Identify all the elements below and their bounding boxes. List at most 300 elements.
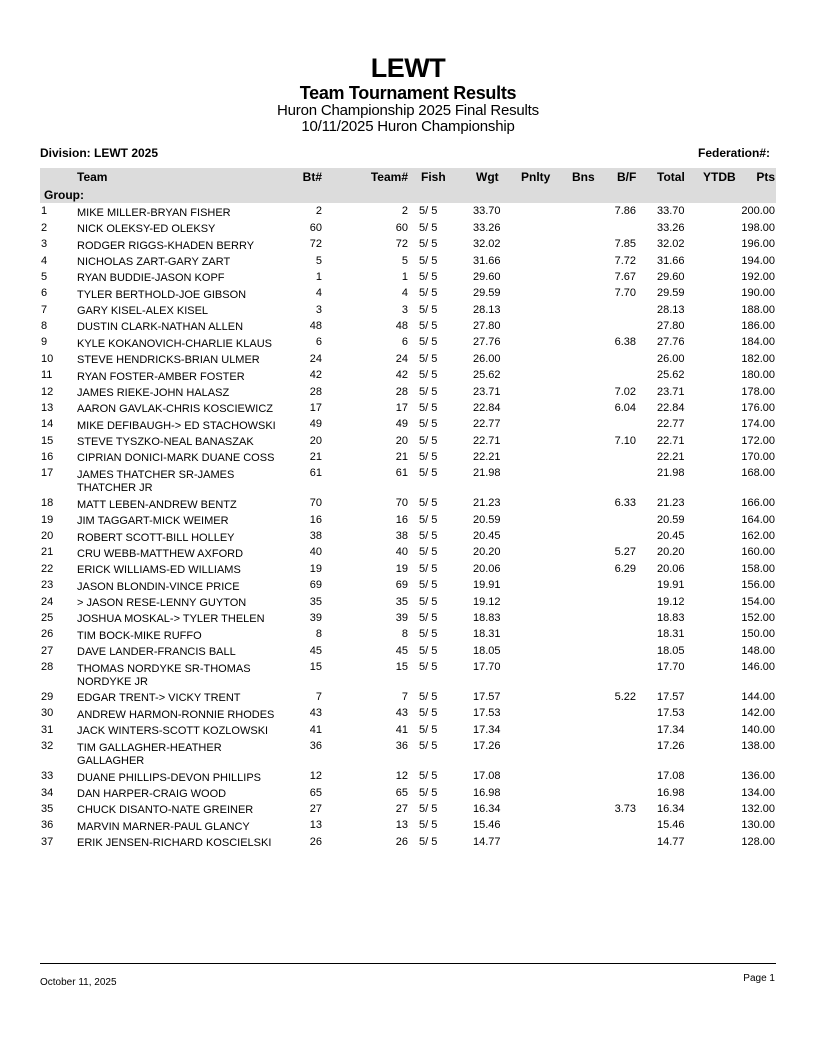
table-row [0,818,816,834]
cell-team-number: 43 [395,707,408,720]
cell-weight: 33.70 [473,205,501,218]
cell-team-name: CIPRIAN DONICI-MARK DUANE COSS [77,452,275,465]
cell-place: 8 [41,320,48,333]
table-row [0,351,816,367]
cell-points: 176.00 [741,401,775,414]
cell-points: 164.00 [741,513,775,526]
table-row [0,611,816,627]
table-row [0,643,816,659]
cell-points: 186.00 [741,320,775,333]
cell-big-fish: 6.29 [614,562,636,575]
cell-place: 9 [41,336,48,349]
cell-weight: 16.98 [473,786,501,799]
cell-total: 21.98 [657,467,685,480]
cell-points: 194.00 [741,254,775,267]
cell-team-name: JACK WINTERS-SCOTT KOZLOWSKI [77,725,269,738]
cell-weight: 18.31 [473,628,501,641]
cell-total: 16.98 [657,786,685,799]
cell-boat-number: 17 [309,401,322,414]
col-header-team-no: Team# [370,170,408,184]
cell-big-fish: 7.72 [614,254,636,267]
cell-weight: 16.34 [473,802,501,815]
cell-points: 130.00 [741,819,775,832]
cell-fish: 5/ 5 [419,611,438,624]
cell-total: 22.77 [657,418,685,431]
cell-boat-number: 27 [309,802,322,815]
cell-boat-number: 12 [309,770,322,783]
table-row [0,722,816,738]
col-header-pnlty: Pnlty [521,170,551,184]
cell-points: 138.00 [741,740,775,753]
cell-total: 17.70 [657,661,685,674]
cell-fish: 5/ 5 [419,691,438,704]
cell-place: 33 [41,770,54,783]
cell-weight: 22.71 [473,434,501,447]
cell-place: 15 [41,434,54,447]
cell-team-name: NICHOLAS ZART-GARY ZART [77,255,231,268]
cell-boat-number: 2 [315,205,322,218]
cell-team-name: DUANE PHILLIPS-DEVON PHILLIPS [77,771,262,784]
cell-total: 28.13 [657,303,685,316]
cell-team-name: MATT LEBEN-ANDREW BENTZ [77,498,237,511]
cell-team-number: 72 [395,238,408,251]
cell-team-name: ERICK WILLIAMS-ED WILLIAMS [77,564,241,577]
cell-weight: 23.71 [473,385,501,398]
cell-boat-number: 13 [309,819,322,832]
cell-place: 32 [41,740,54,753]
cell-team-name: TIM GALLAGHER-HEATHER GALLAGHER [77,741,222,768]
cell-points: 148.00 [741,644,775,657]
cell-total: 33.26 [657,221,685,234]
cell-place: 11 [41,369,53,382]
cell-team-name: STEVE TYSZKO-NEAL BANASZAK [77,436,254,449]
table-row [0,220,816,236]
table-row [0,302,816,318]
table-row [0,335,816,351]
cell-place: 5 [41,270,48,283]
cell-points: 162.00 [741,530,775,543]
col-header-wgt: Wgt [476,170,499,184]
cell-fish: 5/ 5 [419,707,438,720]
cell-team-number: 39 [395,611,408,624]
table-row [0,660,816,690]
table-row [0,529,816,545]
cell-place: 34 [41,786,54,799]
cell-points: 196.00 [741,238,775,251]
cell-team-number: 19 [395,562,408,575]
cell-total: 18.83 [657,611,685,624]
cell-place: 28 [41,661,54,674]
footer-divider [40,963,776,964]
cell-points: 146.00 [741,661,775,674]
cell-fish: 5/ 5 [419,254,438,267]
cell-fish: 5/ 5 [419,835,438,848]
cell-weight: 20.06 [473,562,501,575]
cell-fish: 5/ 5 [419,740,438,753]
cell-weight: 19.12 [473,595,501,608]
cell-team-name: THOMAS NORDYKE SR-THOMAS NORDYKE JR [77,662,251,689]
cell-fish: 5/ 5 [419,628,438,641]
cell-team-number: 4 [401,287,408,300]
cell-team-number: 12 [395,770,408,783]
cell-boat-number: 48 [309,320,322,333]
cell-points: 178.00 [741,385,775,398]
cell-total: 20.59 [657,513,685,526]
cell-boat-number: 69 [309,579,322,592]
cell-points: 134.00 [741,786,775,799]
cell-weight: 17.53 [473,707,501,720]
cell-place: 23 [41,579,54,592]
cell-boat-number: 42 [309,369,322,382]
cell-team-number: 70 [395,497,408,510]
cell-points: 180.00 [741,369,775,382]
cell-fish: 5/ 5 [419,287,438,300]
cell-boat-number: 7 [315,691,322,704]
cell-weight: 20.20 [473,546,501,559]
cell-total: 22.71 [657,434,685,447]
cell-total: 17.53 [657,707,685,720]
cell-weight: 17.57 [473,691,501,704]
cell-total: 16.34 [657,802,685,815]
cell-team-name: TIM BOCK-MIKE RUFFO [77,629,202,642]
cell-points: 144.00 [741,691,775,704]
cell-fish: 5/ 5 [419,451,438,464]
cell-team-number: 61 [395,467,408,480]
table-row [0,368,816,384]
cell-weight: 20.59 [473,513,501,526]
cell-team-name: RODGER RIGGS-KHADEN BERRY [77,239,255,252]
table-row [0,561,816,577]
cell-weight: 17.26 [473,740,501,753]
division-label: Division: LEWT 2025 [40,146,159,160]
cell-fish: 5/ 5 [419,385,438,398]
cell-place: 13 [41,401,54,414]
cell-total: 21.23 [657,497,685,510]
cell-weight: 28.13 [473,303,501,316]
cell-team-name: DUSTIN CLARK-NATHAN ALLEN [77,321,244,334]
col-header-bns: Bns [572,170,595,184]
cell-fish: 5/ 5 [419,336,438,349]
cell-points: 166.00 [741,497,775,510]
cell-boat-number: 72 [309,238,322,251]
cell-weight: 21.98 [473,467,501,480]
cell-team-number: 21 [395,451,408,464]
cell-boat-number: 49 [309,418,322,431]
cell-fish: 5/ 5 [419,579,438,592]
cell-team-number: 2 [401,205,408,218]
cell-boat-number: 4 [315,287,322,300]
cell-team-number: 26 [395,835,408,848]
cell-total: 27.80 [657,320,685,333]
cell-big-fish: 7.86 [614,205,636,218]
col-header-pts: Pts [756,170,775,184]
cell-team-name: STEVE HENDRICKS-BRIAN ULMER [77,354,260,367]
cell-fish: 5/ 5 [419,467,438,480]
cell-boat-number: 40 [309,546,322,559]
cell-boat-number: 70 [309,497,322,510]
report-title: LEWT [370,53,446,83]
cell-weight: 33.26 [473,221,501,234]
cell-place: 20 [41,530,54,543]
table-row [0,237,816,253]
cell-team-number: 36 [395,740,408,753]
cell-total: 19.91 [657,579,685,592]
cell-weight: 32.02 [473,238,501,251]
cell-team-name: JAMES RIEKE-JOHN HALASZ [77,386,230,399]
cell-total: 25.62 [657,369,685,382]
cell-place: 2 [41,221,48,234]
cell-team-name: ERIK JENSEN-RICHARD KOSCIELSKI [77,837,272,850]
table-row [0,270,816,286]
cell-place: 14 [41,418,54,431]
table-row [0,417,816,433]
cell-total: 22.84 [657,401,685,414]
cell-place: 24 [41,595,54,608]
cell-big-fish: 3.73 [614,802,636,815]
cell-place: 7 [41,303,48,316]
cell-place: 12 [41,385,54,398]
cell-weight: 21.23 [473,497,501,510]
cell-fish: 5/ 5 [419,562,438,575]
cell-weight: 25.62 [473,369,501,382]
cell-boat-number: 38 [309,530,322,543]
table-row [0,690,816,706]
footer-date: October 11, 2025 [40,977,117,988]
cell-place: 35 [41,802,54,815]
cell-total: 26.00 [657,352,685,365]
cell-boat-number: 24 [309,352,322,365]
cell-big-fish: 7.70 [614,287,636,300]
table-row [0,496,816,512]
cell-total: 23.71 [657,385,685,398]
cell-place: 25 [41,611,54,624]
cell-fish: 5/ 5 [419,595,438,608]
cell-place: 4 [41,254,48,267]
cell-total: 22.21 [657,451,685,464]
cell-team-number: 8 [401,628,408,641]
cell-total: 27.76 [657,336,685,349]
cell-weight: 29.60 [473,270,501,283]
cell-weight: 20.45 [473,530,501,543]
cell-fish: 5/ 5 [419,802,438,815]
cell-team-name: DAVE LANDER-FRANCIS BALL [77,646,236,659]
cell-boat-number: 35 [309,595,322,608]
cell-fish: 5/ 5 [419,770,438,783]
cell-points: 168.00 [741,467,775,480]
cell-fish: 5/ 5 [419,369,438,382]
cell-team-number: 35 [395,595,408,608]
cell-points: 136.00 [741,770,775,783]
table-row [0,433,816,449]
cell-big-fish: 7.85 [614,238,636,251]
cell-total: 31.66 [657,254,685,267]
cell-total: 15.46 [657,819,685,832]
cell-total: 32.02 [657,238,685,251]
cell-place: 31 [41,723,54,736]
results-table-body [0,204,816,851]
cell-team-number: 45 [395,644,408,657]
cell-points: 170.00 [741,451,775,464]
cell-team-name: JOSHUA MOSKAL-> TYLER THELEN [77,613,265,626]
cell-big-fish: 7.67 [614,270,636,283]
cell-boat-number: 61 [309,467,322,480]
cell-fish: 5/ 5 [419,418,438,431]
cell-fish: 5/ 5 [419,819,438,832]
cell-fish: 5/ 5 [419,530,438,543]
table-row [0,785,816,801]
cell-team-name: ANDREW HARMON-RONNIE RHODES [77,708,275,721]
cell-boat-number: 28 [309,385,322,398]
cell-team-name: NICK OLEKSY-ED OLEKSY [77,223,216,236]
table-row [0,706,816,722]
cell-weight: 17.70 [473,661,501,674]
cell-boat-number: 19 [309,562,322,575]
cell-place: 16 [41,451,54,464]
cell-place: 1 [41,205,48,218]
cell-fish: 5/ 5 [419,513,438,526]
cell-place: 17 [41,467,54,480]
cell-points: 188.00 [741,303,775,316]
cell-boat-number: 39 [309,611,322,624]
table-row [0,627,816,643]
cell-team-number: 41 [395,723,408,736]
cell-place: 26 [41,628,54,641]
table-row [0,802,816,818]
col-header-total: Total [657,170,685,184]
cell-team-name: CHUCK DISANTO-NATE GREINER [77,804,254,817]
table-row [0,319,816,335]
cell-team-number: 42 [395,369,408,382]
cell-points: 174.00 [741,418,775,431]
cell-boat-number: 65 [309,786,322,799]
table-row [0,450,816,466]
cell-fish: 5/ 5 [419,723,438,736]
cell-fish: 5/ 5 [419,303,438,316]
cell-weight: 22.84 [473,401,501,414]
col-header-bt: Bt# [302,170,322,184]
cell-points: 182.00 [741,352,775,365]
cell-team-number: 24 [395,352,408,365]
cell-big-fish: 7.02 [614,385,636,398]
cell-team-name: KYLE KOKANOVICH-CHARLIE KLAUS [77,337,273,350]
cell-weight: 18.83 [473,611,501,624]
cell-total: 17.34 [657,723,685,736]
cell-weight: 19.91 [473,579,501,592]
col-header-ytdb: YTDB [703,170,736,184]
cell-boat-number: 16 [309,513,322,526]
table-row [0,466,816,496]
col-header-bf: B/F [617,170,637,184]
cell-team-name: MIKE DEFIBAUGH-> ED STACHOWSKI [77,419,276,432]
table-row [0,253,816,269]
cell-points: 142.00 [741,707,775,720]
cell-big-fish: 5.22 [614,691,636,704]
cell-boat-number: 45 [309,644,322,657]
cell-weight: 31.66 [473,254,501,267]
cell-total: 14.77 [657,835,685,848]
cell-points: 190.00 [741,287,775,300]
cell-points: 184.00 [741,336,775,349]
cell-place: 22 [41,562,54,575]
col-header-fish: Fish [421,170,446,184]
cell-weight: 18.05 [473,644,501,657]
cell-team-name: MIKE MILLER-BRYAN FISHER [77,206,231,219]
cell-team-name: EDGAR TRENT-> VICKY TRENT [77,692,241,705]
cell-team-number: 3 [401,303,408,316]
cell-team-number: 27 [395,802,408,815]
cell-team-number: 40 [395,546,408,559]
table-row [0,286,816,302]
cell-big-fish: 6.38 [614,336,636,349]
cell-weight: 17.34 [473,723,501,736]
table-row [0,594,816,610]
cell-team-name: AARON GAVLAK-CHRIS KOSCIEWICZ [77,403,273,416]
cell-weight: 22.21 [473,451,501,464]
cell-total: 20.45 [657,530,685,543]
cell-total: 20.06 [657,562,685,575]
cell-team-number: 48 [395,320,408,333]
cell-boat-number: 5 [315,254,322,267]
cell-place: 29 [41,691,54,704]
cell-team-number: 65 [395,786,408,799]
cell-boat-number: 20 [309,434,322,447]
cell-fish: 5/ 5 [419,661,438,674]
cell-team-number: 28 [395,385,408,398]
event-date: 10/11/2025 Huron Championship [301,118,515,135]
cell-team-number: 69 [395,579,408,592]
cell-total: 20.20 [657,546,685,559]
cell-team-name: CRU WEBB-MATTHEW AXFORD [77,547,244,560]
cell-big-fish: 5.27 [614,546,636,559]
cell-fish: 5/ 5 [419,644,438,657]
cell-place: 19 [41,513,54,526]
cell-points: 158.00 [741,562,775,575]
cell-team-name: DAN HARPER-CRAIG WOOD [77,787,227,800]
cell-place: 18 [41,497,54,510]
cell-points: 200.00 [741,205,775,218]
cell-fish: 5/ 5 [419,205,438,218]
cell-team-number: 15 [395,661,408,674]
cell-boat-number: 26 [309,835,322,848]
col-header-team: Team [77,170,108,184]
cell-fish: 5/ 5 [419,320,438,333]
cell-boat-number: 8 [315,628,322,641]
cell-team-number: 49 [395,418,408,431]
report-subtitle: Team Tournament Results [299,83,517,103]
cell-points: 156.00 [741,579,775,592]
cell-fish: 5/ 5 [419,270,438,283]
cell-total: 18.05 [657,644,685,657]
table-row [0,204,816,220]
table-row [0,834,816,850]
cell-points: 154.00 [741,595,775,608]
cell-fish: 5/ 5 [419,352,438,365]
cell-fish: 5/ 5 [419,434,438,447]
cell-team-name: TYLER BERTHOLD-JOE GIBSON [77,288,247,301]
table-row [0,401,816,417]
table-row [0,545,816,561]
cell-weight: 29.59 [473,287,501,300]
cell-fish: 5/ 5 [419,786,438,799]
cell-weight: 17.08 [473,770,501,783]
cell-boat-number: 21 [309,451,322,464]
cell-points: 140.00 [741,723,775,736]
cell-total: 17.08 [657,770,685,783]
cell-boat-number: 1 [315,270,322,283]
cell-place: 10 [41,352,54,365]
cell-points: 152.00 [741,611,775,624]
cell-team-name: JIM TAGGART-MICK WEIMER [77,515,229,528]
